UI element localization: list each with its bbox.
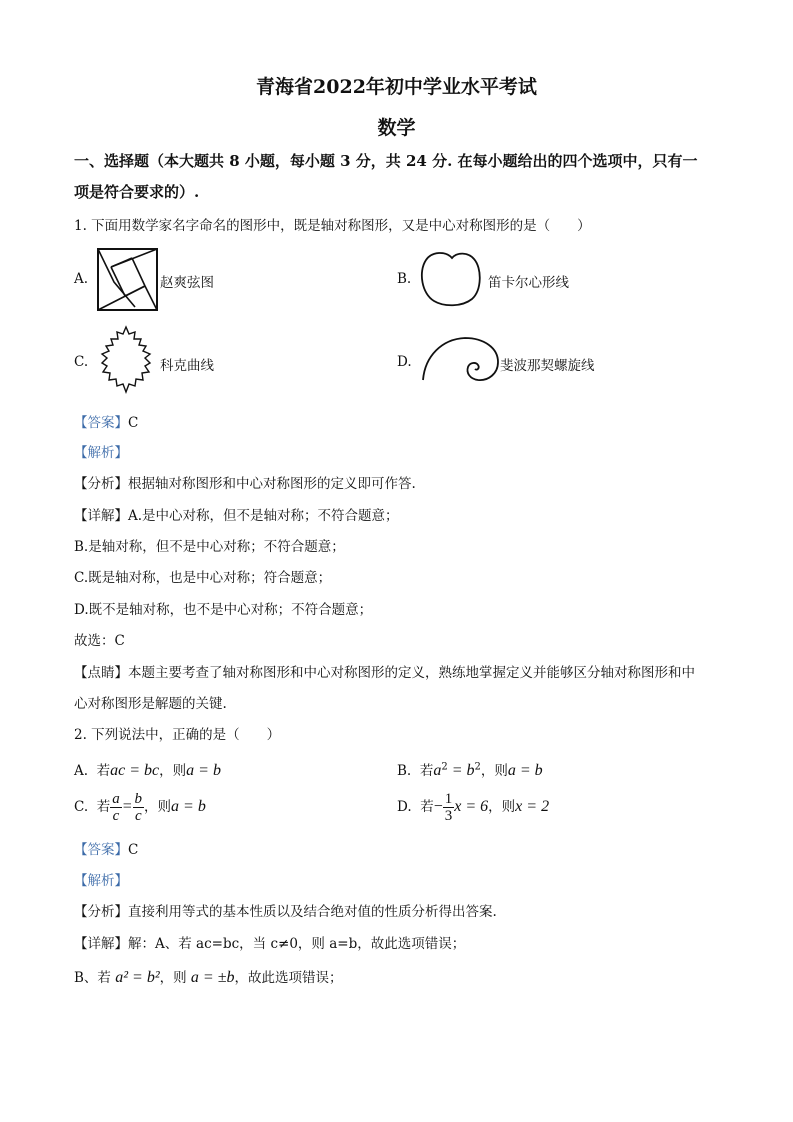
q1-option-c-caption: 科克曲线 [160,358,214,374]
q2-option-b [397,759,543,780]
fibonacci-spiral-figure [420,334,500,384]
q1-dianjing [74,661,695,681]
math-conclusion: a = b [171,798,206,815]
math-conclusion: x = 2 [515,798,550,815]
numerator: a [112,791,120,807]
sep-text: ，则 [144,799,172,815]
math-conclusion: a = b [186,762,221,779]
math-exponent: 2 [474,761,481,773]
q1-option-d-caption: 斐波那契螺旋线 [500,358,595,374]
fenxi-text: 根据轴对称图形和中心对称图形的定义即可作答. [128,476,416,492]
q2-stem: 2. 下列说法中，正确的是（ ） [74,727,281,743]
sep-text: ，则 [488,799,516,815]
analysis-label: 【解析】 [74,445,128,461]
xiangjie-label: 【详解】 [74,936,128,952]
cardioid-figure [420,250,484,308]
q2-xiangjie-b [74,966,342,987]
dianjing-label: 【点睛】 [74,665,128,681]
answer-value: C [128,842,139,858]
numerator: 1 [444,791,453,807]
fenxi-label: 【分析】 [74,904,128,920]
option-letter: C. [74,799,89,815]
answer-label: 【答案】 [74,842,128,858]
sep-text: ，则 [480,763,508,779]
option-letter: A. [74,763,89,779]
q1-xiangjie [74,504,399,524]
fenxi-text: 直接利用等式的基本性质以及结合绝对值的性质分析得出答案. [128,904,497,920]
q1-option-a-caption: 赵爽弦图 [160,275,214,291]
fraction-b-over-c [133,791,145,824]
q1-option-c-letter: C. [74,354,89,370]
denominator: c [134,808,142,824]
numerator: b [134,791,143,807]
q1-option-d-letter: D. [397,354,412,370]
analysis-label: 【解析】 [74,873,128,889]
koch-snowflake-figure [94,325,158,395]
q1-xiangjie-c: C.既是轴对称，也是中心对称；符合题意； [74,570,332,586]
math-expr: a = ±b [190,969,235,986]
math-exponent: 2 [441,761,448,773]
q1-option-b-letter: B. [397,271,412,287]
fenxi-label: 【分析】 [74,476,128,492]
math-conclusion: a = b [507,762,543,779]
q1-stem: 1. 下面用数学家名字命名的图形中，既是轴对称图形，又是中心对称图形的是（ ） [74,218,591,234]
text: B、若 [74,970,116,986]
q1-fenxi [74,472,416,492]
fraction-a-over-c [110,791,122,824]
math-eq: = [447,762,467,779]
q2-option-c [74,791,206,824]
option-letter: D. [397,799,412,815]
math-condition: ac = bc [110,762,160,779]
subject-title: 数学 [377,117,416,139]
q2-option-a [74,759,221,780]
ruo-text: 若 [420,799,434,815]
q1-conclusion: 故选：C [74,633,125,649]
denominator: 3 [444,808,453,824]
ruo-text: 若 [96,763,111,779]
denominator: c [112,808,120,824]
xiangjie-label: 【详解】 [74,508,128,524]
q2-answer-row [74,838,138,858]
q2-xiangjie [74,932,465,952]
math-minus: − [433,798,443,815]
text: ，故此选项错误； [234,970,343,986]
ruo-text: 若 [419,763,434,779]
math-eq: = [121,798,133,815]
q1-xiangjie-d: D.既不是轴对称，也不是中心对称；不符合题意； [74,602,373,618]
q1-dianjing-line2: 心对称图形是解题的关键. [74,696,227,712]
math-condition: x = 6 [454,798,489,815]
xiangjie-a: 解：A、若 ac=bc，当 c≠0，则 a=b，故此选项错误； [128,936,466,952]
dianjing-text: 本题主要考查了轴对称图形和中心对称图形的定义，熟练地掌握定义并能够区分轴对称图形和中 [128,665,695,681]
q2-fenxi [74,900,497,920]
section-heading-line1: 一、选择题（本大题共 8 小题，每小题 3 分，共 24 分. 在每小题给出的四个选项中，只有一 [74,152,698,170]
answer-value: C [128,415,139,431]
section-heading-line2: 项是符合要求的）. [74,183,200,201]
math-base: b [466,762,475,779]
sep-text: ，则 [159,763,187,779]
text: ，则 [159,970,191,986]
q1-answer-row [74,411,138,431]
xiangjie-a: A.是中心对称，但不是轴对称；不符合题意； [128,508,399,524]
option-letter: B. [397,763,412,779]
q1-xiangjie-b: B.是轴对称，但不是中心对称；不符合题意； [74,539,345,555]
q1-option-a-letter: A. [74,271,89,287]
answer-label: 【答案】 [74,415,128,431]
math-expr: a² = b² [115,969,160,986]
document-title: 青海省2022年初中学业水平考试 [256,76,537,98]
fraction-one-third [443,791,455,824]
q1-option-b-caption: 笛卡尔心形线 [488,275,569,291]
math-base: a [433,762,442,779]
zhao-shuang-chord-diagram-figure [97,248,159,312]
q2-option-d [397,791,549,824]
ruo-text: 若 [96,799,111,815]
